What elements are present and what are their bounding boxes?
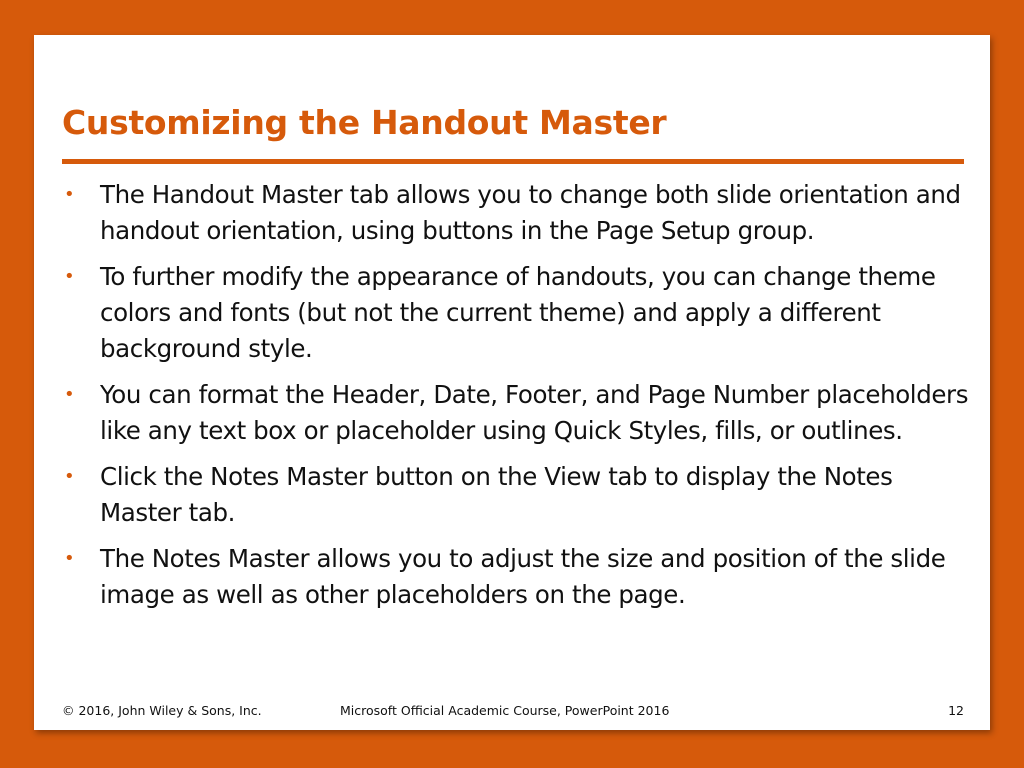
bullet-item bbox=[64, 541, 974, 613]
bullet-item bbox=[64, 259, 974, 367]
footer-copyright: © 2016, John Wiley & Sons, Inc. bbox=[62, 703, 262, 718]
slide-title: Customizing the Handout Master bbox=[62, 103, 667, 142]
bullet-text: To further modify the appearance of handouts, you can change theme colors and fonts (but not the current theme) and apply a different background style. bbox=[100, 262, 936, 363]
bullet-list bbox=[64, 177, 974, 623]
slide bbox=[34, 35, 990, 730]
title-underline-divider bbox=[62, 159, 964, 164]
bullet-text: The Handout Master tab allows you to change both slide orientation and handout orientation, using buttons in the Page Setup group. bbox=[100, 180, 961, 245]
bullet-marker-icon: • bbox=[64, 466, 75, 487]
bullet-item bbox=[64, 377, 974, 449]
bullet-item bbox=[64, 459, 974, 531]
bullet-marker-icon: • bbox=[64, 384, 75, 405]
bullet-text: Click the Notes Master button on the View tab to display the Notes Master tab. bbox=[100, 462, 893, 527]
bullet-text: The Notes Master allows you to adjust the size and position of the slide image as well as other placeholders on the page. bbox=[100, 544, 946, 609]
bullet-marker-icon: • bbox=[64, 548, 75, 569]
footer-course-title: Microsoft Official Academic Course, PowerPoint 2016 bbox=[340, 703, 670, 718]
bullet-marker-icon: • bbox=[64, 184, 75, 205]
footer-page-number: 12 bbox=[948, 703, 964, 718]
bullet-marker-icon: • bbox=[64, 266, 75, 287]
bullet-item bbox=[64, 177, 974, 249]
bullet-text: You can format the Header, Date, Footer, and Page Number placeholders like any text box or placeholder using Quick Styles, fills, or outlines. bbox=[100, 380, 969, 445]
slide-footer bbox=[34, 703, 990, 723]
